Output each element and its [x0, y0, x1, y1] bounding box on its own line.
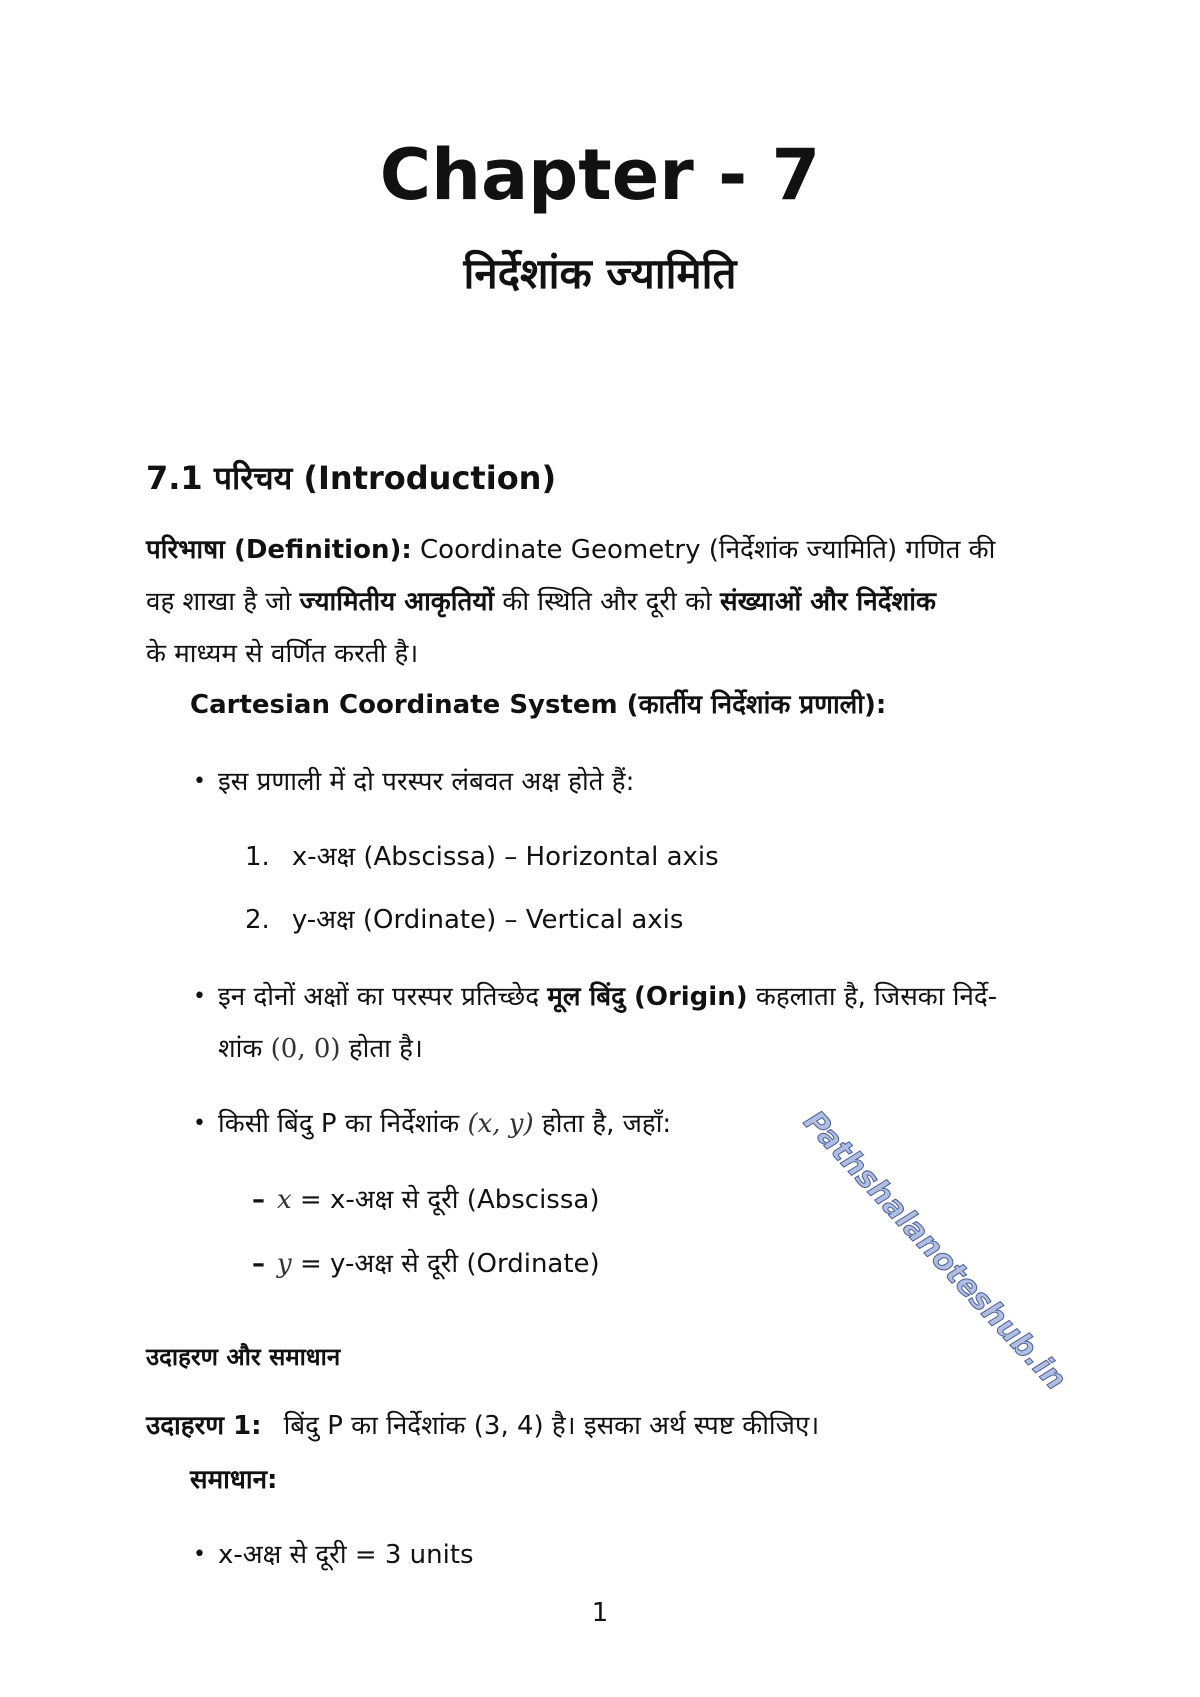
definition-line-1 [146, 533, 995, 567]
text: होता है, जहाँ: [533, 1109, 672, 1139]
axis-item-y-row [245, 903, 683, 937]
definition-label: परिभाषा (Definition): [146, 535, 412, 565]
cartesian-heading: Cartesian Coordinate System (कार्तीय निर्देशांक प्रणाली): [190, 690, 887, 720]
text: शांक [218, 1034, 271, 1064]
axis-number: 2. [245, 905, 270, 935]
page-number: 1 [591, 1598, 609, 1628]
definition-text: Coordinate Geometry (निर्देशांक ज्यामिति) गणित की [411, 535, 996, 565]
text: कहलाता है, जिसका निर्दे- [747, 982, 998, 1012]
axis-item-x-row [245, 840, 719, 874]
math-var: x [277, 1185, 292, 1215]
solution-label: समाधान: [190, 1465, 278, 1495]
math-origin: (0, 0) [270, 1034, 341, 1064]
example-1-label: उदाहरण 1: [146, 1411, 262, 1441]
section-heading: 7.1 परिचय (Introduction) [146, 459, 557, 497]
bullet-point-coordinates [218, 1107, 671, 1141]
text: = x-अक्ष से दूरी (Abscissa) [291, 1185, 600, 1215]
text: किसी बिंदु P का निर्देशांक [218, 1109, 468, 1139]
text: की स्थिति और दूरी को [494, 587, 721, 617]
examples-heading: उदाहरण और समाधान [146, 1343, 341, 1371]
dash-item-x-row [252, 1183, 599, 1217]
dash-item-x [277, 1183, 599, 1217]
watermark: Pathshalanoteshub.in [796, 1104, 1073, 1398]
text: वह शाखा है जो [146, 587, 300, 617]
bullet-icon: • [193, 1542, 206, 1567]
text: इन दोनों अक्षों का परस्पर प्रतिच्छेद [218, 982, 548, 1012]
bullet-perpendicular-axes: इस प्रणाली में दो परस्पर लंबवत अक्ष होते हैं: [218, 767, 635, 797]
bullet-icon: • [193, 984, 206, 1009]
text: होता है। [340, 1034, 423, 1064]
math-var: y [277, 1249, 292, 1279]
definition-line-2 [146, 585, 936, 619]
bold-text: ज्यामितीय आकृतियों [299, 587, 495, 617]
axis-item-x: x-अक्ष (Abscissa) – Horizontal axis [291, 842, 719, 872]
dash-icon: – [252, 1185, 265, 1215]
chapter-subtitle: निर्देशांक ज्यामिति [463, 249, 737, 298]
bold-text: संख्याओं और निर्देशांक [720, 587, 936, 617]
bold-text: मूल बिंदु (Origin) [547, 982, 748, 1012]
bullet-origin-line-1 [218, 980, 997, 1014]
example-1-text: बिंदु P का निर्देशांक (3, 4) है। इसका अर्थ स्पष्ट कीजिए। [283, 1411, 820, 1441]
bullet-origin-line-2 [218, 1032, 423, 1066]
dash-item-y-row [252, 1247, 600, 1281]
bullet-icon: • [193, 1111, 206, 1136]
math-xy: (x, y) [467, 1109, 534, 1139]
example-1-row [146, 1409, 819, 1443]
axis-number: 1. [245, 842, 270, 872]
axis-item-y: y-अक्ष (Ordinate) – Vertical axis [291, 905, 684, 935]
dash-icon: – [252, 1249, 265, 1279]
definition-line-3: के माध्यम से वर्णित करती है। [146, 639, 419, 669]
dash-item-y [277, 1247, 600, 1281]
text: = y-अक्ष से दूरी (Ordinate) [291, 1249, 600, 1279]
solution-bullet-1: x-अक्ष से दूरी = 3 units [218, 1540, 474, 1570]
bullet-icon: • [193, 769, 206, 794]
chapter-title: Chapter - 7 [379, 134, 821, 216]
